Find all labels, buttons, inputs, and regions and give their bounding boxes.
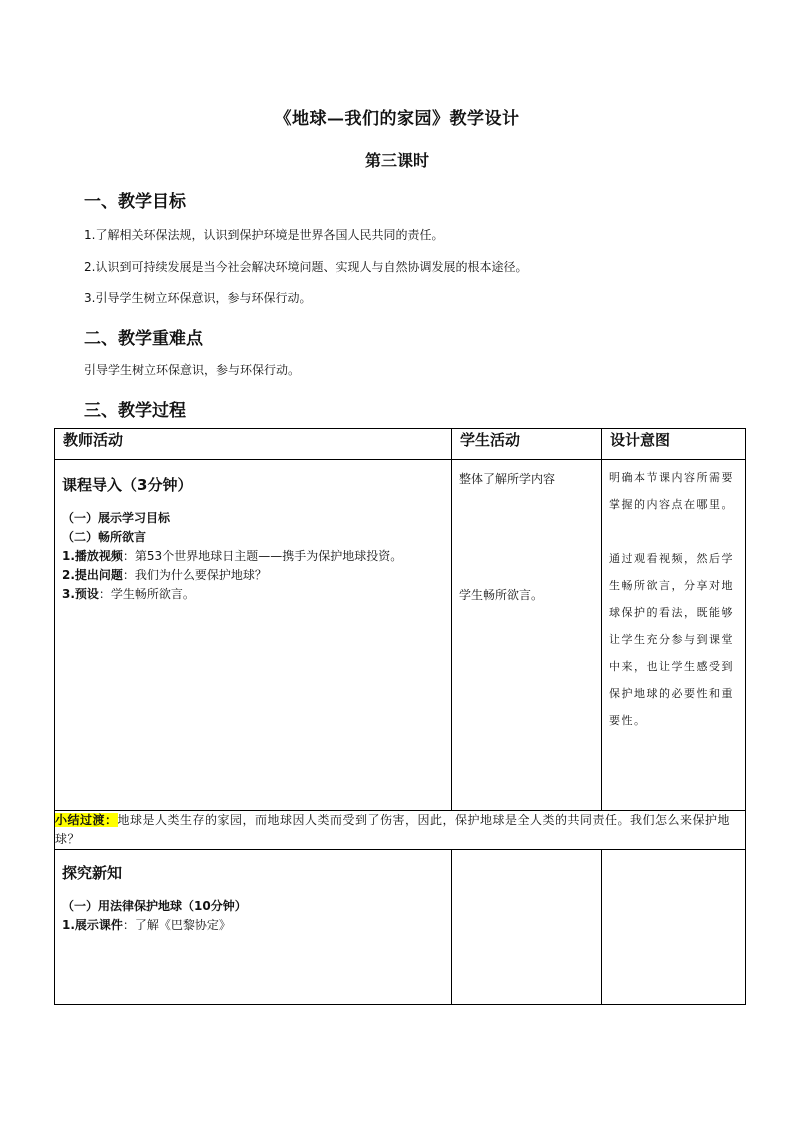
step-3-label: 3.预设 (62, 587, 99, 601)
goal-item-1: 1.了解相关环保法规，认识到保护环境是世界各国人民共同的责任。 (84, 228, 444, 242)
header-cell-intent (602, 429, 746, 460)
intro-step-3 (62, 585, 445, 604)
transition-row (55, 811, 746, 850)
explore-step-1-label: 1.展示课件 (62, 918, 123, 932)
header-intent-label: 设计意图 (610, 431, 671, 449)
teaching-process-table (54, 428, 746, 1005)
keypoints-heading: 二、教学重难点 (84, 329, 203, 349)
design-intent-cell-2 (602, 850, 746, 1005)
table-header-row (55, 429, 746, 460)
step-3-text: ：学生畅所欲言。 (98, 587, 195, 601)
header-teacher-label: 教师活动 (63, 431, 124, 449)
student-activity-2: 学生畅所欲言。 (459, 588, 544, 602)
transition-text: 地球是人类生存的家园，而地球因人类而受到了伤害，因此，保护地球是全人类的共同责任。我们怎么来保护地球？ (55, 813, 731, 846)
step-2-label: 2.提出问题 (62, 568, 123, 582)
step-1-label: 1.播放视频 (62, 549, 123, 563)
design-intent-cell (602, 460, 746, 811)
explore-title: 探究新知 (62, 864, 123, 882)
intent-para-2: 通过观看视频，然后学生畅所欲言，分享对地球保护的看法，既能够让学生充分参与到课堂中来，也让学生感受到保护地球的必要性和重要性。 (609, 552, 734, 727)
transition-label: 小结过渡： (55, 813, 118, 827)
goal-item-3: 3.引导学生树立环保意识，参与环保行动。 (84, 291, 312, 305)
lesson-subtitle: 第三课时 (364, 151, 429, 170)
step-2-text: ：我们为什么要保护地球？ (122, 568, 267, 582)
document-title: 《地球—我们的家园》教学设计 (274, 109, 520, 129)
intro-sub1: （一）展示学习目标 (62, 511, 171, 525)
explore-sub1: （一）用法律保护地球（10分钟） (62, 899, 247, 913)
header-student-label: 学生活动 (460, 431, 521, 449)
header-cell-student (452, 429, 602, 460)
process-heading: 三、教学过程 (84, 401, 186, 421)
header-cell-teacher (55, 429, 452, 460)
keypoints-text: 引导学生树立环保意识，参与环保行动。 (84, 363, 301, 377)
table-row (55, 460, 746, 811)
intro-sub2: （二）畅所欲言 (62, 530, 147, 544)
goal-item-2: 2.认识到可持续发展是当今社会解决环境问题、实现人与自然协调发展的根本途径。 (84, 260, 528, 274)
intent-para-1: 明确本节课内容所需要掌握的内容点在哪里。 (609, 471, 734, 511)
teacher-activity-cell-2 (55, 850, 452, 1005)
intro-step-1 (62, 547, 445, 566)
goals-heading: 一、教学目标 (84, 192, 186, 212)
explore-step-1 (62, 916, 445, 935)
student-activity-cell-2 (452, 850, 602, 1005)
step-1-text: ：第53个世界地球日主题——携手为保护地球投资。 (122, 549, 403, 563)
table-row (55, 850, 746, 1005)
student-activity-1: 整体了解所学内容 (459, 472, 556, 486)
student-activity-cell (452, 460, 602, 811)
transition-cell (55, 811, 746, 850)
teacher-activity-cell (55, 460, 452, 811)
explore-step-1-text: ：了解《巴黎协定》 (122, 918, 231, 932)
intro-step-2 (62, 566, 445, 585)
intro-title: 课程导入（3分钟） (62, 476, 193, 494)
